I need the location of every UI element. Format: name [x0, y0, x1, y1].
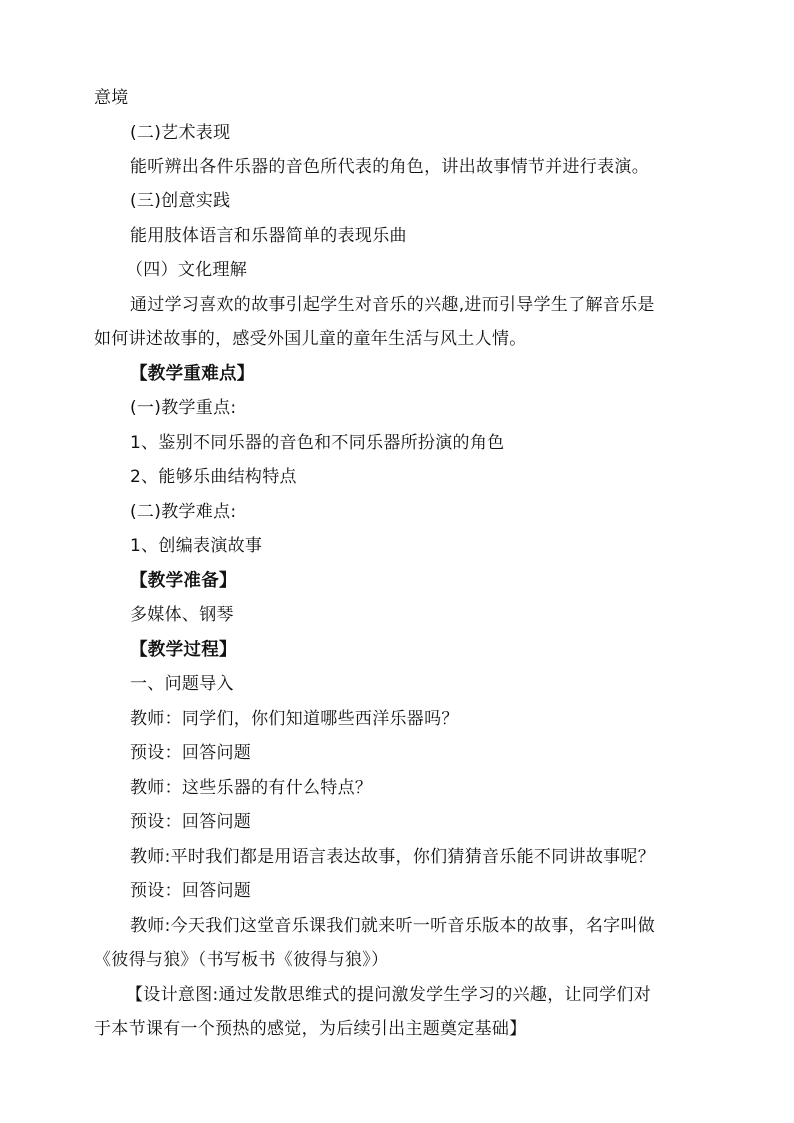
text-line: 2、能够乐曲结构特点 — [130, 467, 297, 487]
text-line: 预设：回答问题 — [130, 812, 252, 832]
text-line: 《彼得与狼》（书写板书《彼得与狼》） — [94, 950, 389, 970]
text-line: 能用肢体语言和乐器简单的表现乐曲 — [130, 226, 407, 246]
text-line: 1、创编表演故事 — [130, 536, 263, 556]
subheading: （四）文化理解 — [126, 260, 248, 280]
text-line: 教师：同学们，你们知道哪些西洋乐器吗？ — [130, 709, 459, 729]
section-heading: 【教学重难点】 — [130, 364, 255, 384]
text-line: 教师：这些乐器的有什么特点？ — [130, 778, 373, 798]
section-heading: 【教学过程】 — [130, 640, 237, 660]
subheading: (二)教学难点: — [130, 502, 237, 522]
design-intent: 于本节课有一个预热的感觉，为后续引出主题奠定基础】 — [94, 1019, 527, 1039]
text-line: 多媒体、钢琴 — [130, 605, 234, 625]
text-line: 能听辨出各件乐器的音色所代表的角色，讲出故事情节并进行表演。 — [130, 157, 649, 177]
text-line: 如何讲述故事的，感受外国儿童的童年生活与风土人情。 — [94, 329, 527, 349]
subheading: (二)艺术表现 — [130, 123, 231, 143]
text-line: 预设：回答问题 — [130, 743, 252, 763]
subheading: (三)创意实践 — [130, 191, 231, 211]
text-line: 通过学习喜欢的故事引起学生对音乐的兴趣,进而引导学生了解音乐是 — [130, 295, 655, 315]
subheading: 一、问题导入 — [130, 674, 234, 694]
text-line: 意境 — [94, 88, 129, 108]
text-line: 教师:平时我们都是用语言表达故事，你们猜猜音乐能不同讲故事呢？ — [130, 847, 656, 867]
text-line: 教师:今天我们这堂音乐课我们就来听一听音乐版本的故事，名字叫做 — [130, 916, 656, 936]
subheading: (一)教学重点: — [130, 398, 237, 418]
text-line: 预设：回答问题 — [130, 881, 252, 901]
design-intent: 【设计意图:通过发散思维式的提问激发学生学习的兴趣，让同学们对 — [126, 985, 652, 1005]
section-heading: 【教学准备】 — [130, 571, 237, 591]
text-line: 1、鉴别不同乐器的音色和不同乐器所扮演的角色 — [130, 433, 505, 453]
